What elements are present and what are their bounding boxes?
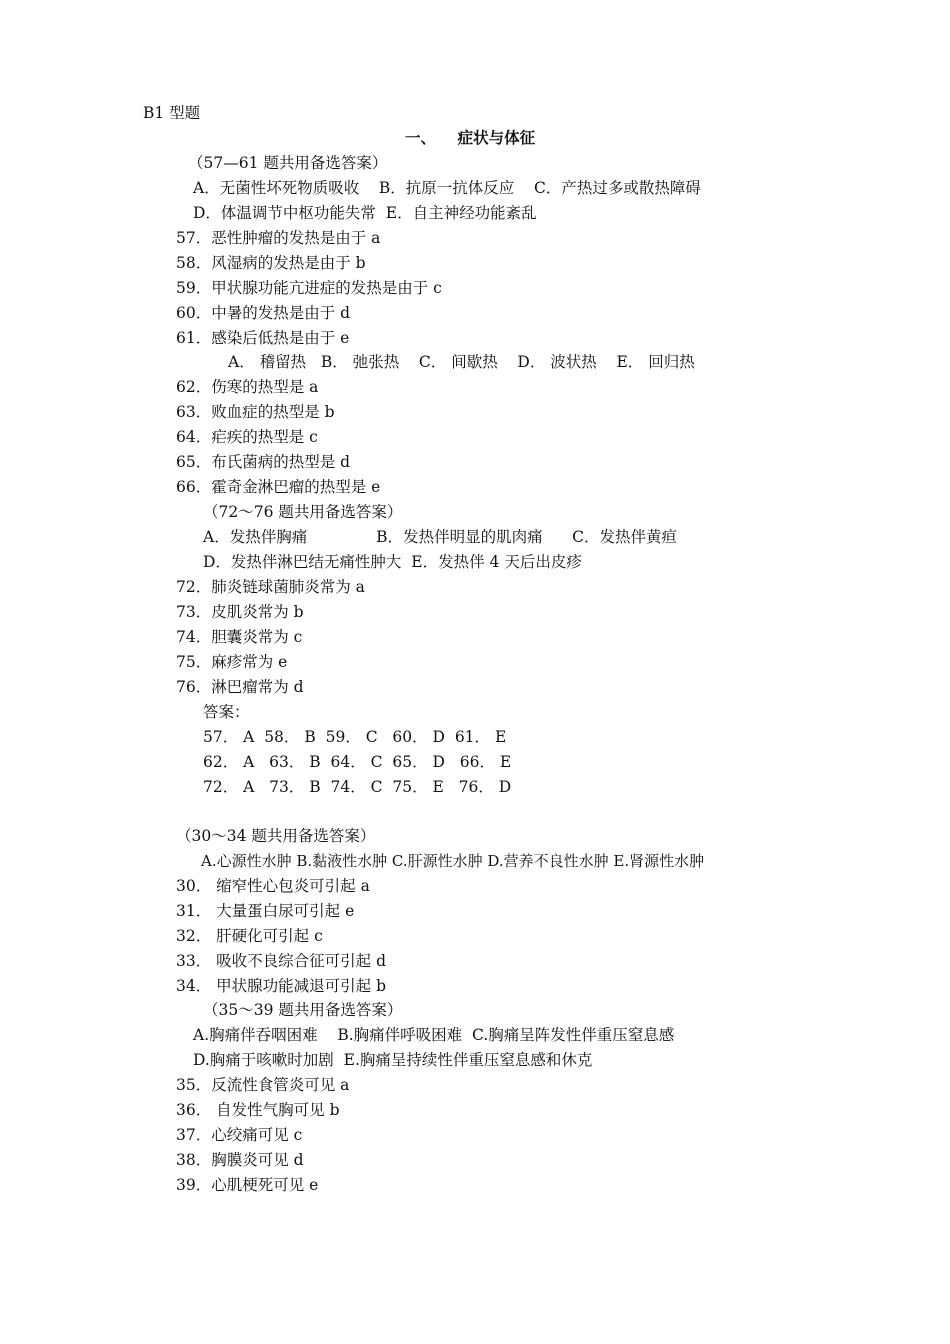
option-line: A.心源性水肿 B.黏液性水肿 C.肝源性水肿 D.营养不良性水肿 E.肾源性水肿 [201,852,705,870]
option-line: A．无菌性坏死物质吸收 B．抗原一抗体反应 C．产热过多或散热障碍 [193,179,701,197]
question-item: 65．布氏菌病的热型是 d [176,453,351,471]
question-group-stem: （30～34 题共用备选答案） [176,827,376,845]
question-item: 62．伤寒的热型是 a [176,378,319,396]
question-item: 30． 缩窄性心包炎可引起 a [176,877,370,895]
question-group-stem: （72～76 题共用备选答案） [203,503,403,521]
answer-row: 57． A 58． B 59． C 60． D 61． E [203,728,507,746]
question-item: 64．疟疾的热型是 c [176,428,318,446]
question-item: 59．甲状腺功能亢进症的发热是由于 c [176,279,442,297]
question-group-stem: （35～39 题共用备选答案） [203,1001,403,1019]
answers-label: 答案： [203,703,250,721]
question-item: 57．恶性肿瘤的发热是由于 a [176,229,381,247]
option-line: D．发热伴淋巴结无痛性肿大 E．发热伴 4 天后出皮疹 [203,553,582,571]
question-item: 66．霍奇金淋巴瘤的热型是 e [176,478,381,496]
option-line: A.胸痛伴吞咽困难 B.胸痛伴呼吸困难 C.胸痛呈阵发性伴重压窒息感 [193,1026,675,1044]
question-item: 34． 甲状腺功能减退可引起 b [176,977,387,995]
option-line: D.胸痛于咳嗽时加剧 E.胸痛呈持续性伴重压窒息感和休克 [193,1051,593,1069]
question-item: 63．败血症的热型是 b [176,403,335,421]
question-item: 37．心绞痛可见 c [176,1126,303,1144]
question-item: 39．心肌梗死可见 e [176,1176,319,1194]
question-item: 31． 大量蛋白尿可引起 e [176,902,355,920]
section-heading: 一、 症状与体征 [405,128,536,147]
question-item: 35．反流性食管炎可见 a [176,1076,350,1094]
question-item: 33． 吸收不良综合征可引起 d [176,952,387,970]
question-item: 76．淋巴瘤常为 d [176,678,304,696]
answer-row: 72． A 73． B 74． C 75． E 76． D [203,778,512,796]
answer-row: 62． A 63． B 64． C 65． D 66． E [203,753,512,771]
question-item: 38．胸膜炎可见 d [176,1151,304,1169]
option-line: A．发热伴胸痛 B．发热伴明显的肌肉痛 C．发热伴黄疸 [203,528,677,546]
question-item: 60．中暑的发热是由于 d [176,304,351,322]
question-item: 32． 肝硬化可引起 c [176,927,323,945]
question-item: 61．感染后低热是由于 e [176,329,350,347]
question-item: 73．皮肌炎常为 b [176,603,304,621]
question-item: 58．风湿病的发热是由于 b [176,254,366,272]
question-item: 74．胆囊炎常为 c [176,628,303,646]
option-line: A． 稽留热 B． 弛张热 C． 间歇热 D． 波状热 E． 回归热 [228,353,695,371]
question-item: 72．肺炎链球菌肺炎常为 a [176,578,365,596]
question-item: 36． 自发性气胸可见 b [176,1101,340,1119]
section-type-label: B1 型题 [143,104,201,122]
question-group-stem: （57—61 题共用备选答案） [188,154,388,172]
option-line: D．体温调节中枢功能失常 E．自主神经功能紊乱 [193,204,537,222]
question-item: 75．麻疹常为 e [176,653,288,671]
